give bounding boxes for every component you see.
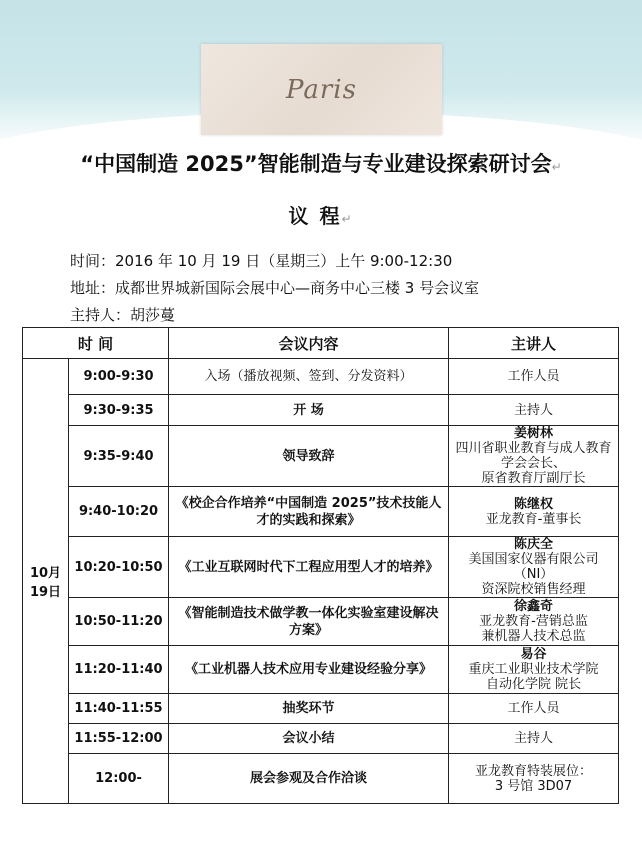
content-cell: 入场（播放视频、签到、分发资料） — [169, 359, 449, 395]
meeting-time: 时间：2016 年 10 月 19 日（星期三）上午 9:00-12:30 — [70, 252, 453, 270]
time-cell: 10:50-11:20 — [69, 598, 169, 646]
time-cell: 9:00-9:30 — [69, 359, 169, 395]
speaker-detail: 工作人员 — [507, 701, 560, 716]
speaker-cell — [449, 754, 619, 804]
table-row — [23, 724, 619, 754]
time-cell: 9:35-9:40 — [69, 426, 169, 487]
table-row — [23, 754, 619, 804]
speaker-cell — [449, 487, 619, 537]
speaker-name: 姜树林 — [514, 426, 554, 441]
content-cell: 会议小结 — [169, 724, 449, 754]
content-cell: 展会参观及合作洽谈 — [169, 754, 449, 804]
speaker-detail: 四川省职业教育与成人教育学会会长、 — [455, 441, 612, 471]
meeting-host: 主持人：胡莎蔓 — [70, 306, 176, 324]
table-header-row — [23, 328, 619, 359]
agenda-table — [22, 327, 619, 804]
speaker-name: 易谷 — [520, 647, 547, 662]
speaker-cell — [449, 724, 619, 754]
speaker-cell — [449, 537, 619, 598]
speaker-detail: 3 号馆 3D07 — [494, 778, 573, 794]
content-cell: 开 场 — [169, 395, 449, 426]
time-cell: 9:40-10:20 — [69, 487, 169, 537]
speaker-detail: 原省教育厅副厅长 — [481, 471, 586, 486]
time-cell: 11:55-12:00 — [69, 724, 169, 754]
paris-logo-text: Paris — [286, 74, 357, 105]
meeting-location: 地址：成都世界城新国际会展中心—商务中心三楼 3 号会议室 — [70, 279, 480, 297]
speaker-detail: 自动化学院 院长 — [485, 677, 582, 692]
speaker-cell — [449, 598, 619, 646]
speaker-cell — [449, 426, 619, 487]
speaker-cell — [449, 646, 619, 694]
table-row — [23, 537, 619, 598]
time-cell: 9:30-9:35 — [69, 395, 169, 426]
content-cell: 领导致辞 — [169, 426, 449, 487]
content-cell: 《智能制造技术做学教一体化实验室建设解决方案》 — [169, 598, 449, 646]
date-cell: 10月 19日 — [23, 359, 69, 804]
speaker-detail: 兼机器人技术总监 — [481, 629, 586, 644]
time-cell: 11:20-11:40 — [69, 646, 169, 694]
speaker-name: 陈继权 — [514, 496, 554, 512]
speaker-detail: 工作人员 — [507, 369, 560, 384]
table-row — [23, 395, 619, 426]
speaker-detail: 重庆工业职业技术学院 — [468, 662, 599, 677]
title-text: “中国制造 2025”智能制造与专业建设探索研讨会 — [80, 152, 552, 176]
header-content: 会议内容 — [169, 328, 449, 359]
content-cell: 《工业机器人技术应用专业建设经验分享》 — [169, 646, 449, 694]
speaker-detail: 亚龙教育特装展位： — [475, 763, 593, 779]
table-row — [23, 598, 619, 646]
speaker-detail: 主持人 — [514, 731, 554, 746]
speaker-detail: 资深院校销售经理 — [481, 582, 586, 597]
speaker-cell — [449, 359, 619, 395]
speaker-detail: 亚龙教育-董事长 — [485, 511, 582, 527]
page-title: “中国制造 2025”智能制造与专业建设探索研讨会↵ — [80, 152, 562, 176]
table-row — [23, 694, 619, 724]
table-row — [23, 646, 619, 694]
speaker-cell — [449, 395, 619, 426]
time-cell: 12:00- — [69, 754, 169, 804]
header-speaker: 主讲人 — [449, 328, 619, 359]
speaker-name: 陈庆全 — [514, 537, 554, 552]
table-row — [23, 487, 619, 537]
speaker-detail: 主持人 — [514, 402, 554, 418]
header-image — [201, 44, 442, 135]
header-time: 时 间 — [23, 328, 169, 359]
agenda-heading-text: 议 程 — [288, 204, 342, 228]
time-cell: 11:40-11:55 — [69, 694, 169, 724]
agenda-heading: 议 程↵ — [288, 204, 354, 228]
speaker-detail: 亚龙教育-营销总监 — [479, 614, 588, 629]
table-row — [23, 359, 619, 395]
time-cell: 10:20-10:50 — [69, 537, 169, 598]
speaker-detail: 美国国家仪器有限公司（NI） — [468, 552, 599, 582]
content-cell: 《工业互联网时代下工程应用型人才的培养》 — [169, 537, 449, 598]
speaker-name: 徐鑫奇 — [514, 599, 554, 614]
speaker-cell — [449, 694, 619, 724]
content-cell: 《校企合作培养“中国制造 2025”技术技能人才的实践和探索》 — [169, 487, 449, 537]
content-cell: 抽奖环节 — [169, 694, 449, 724]
table-row — [23, 426, 619, 487]
